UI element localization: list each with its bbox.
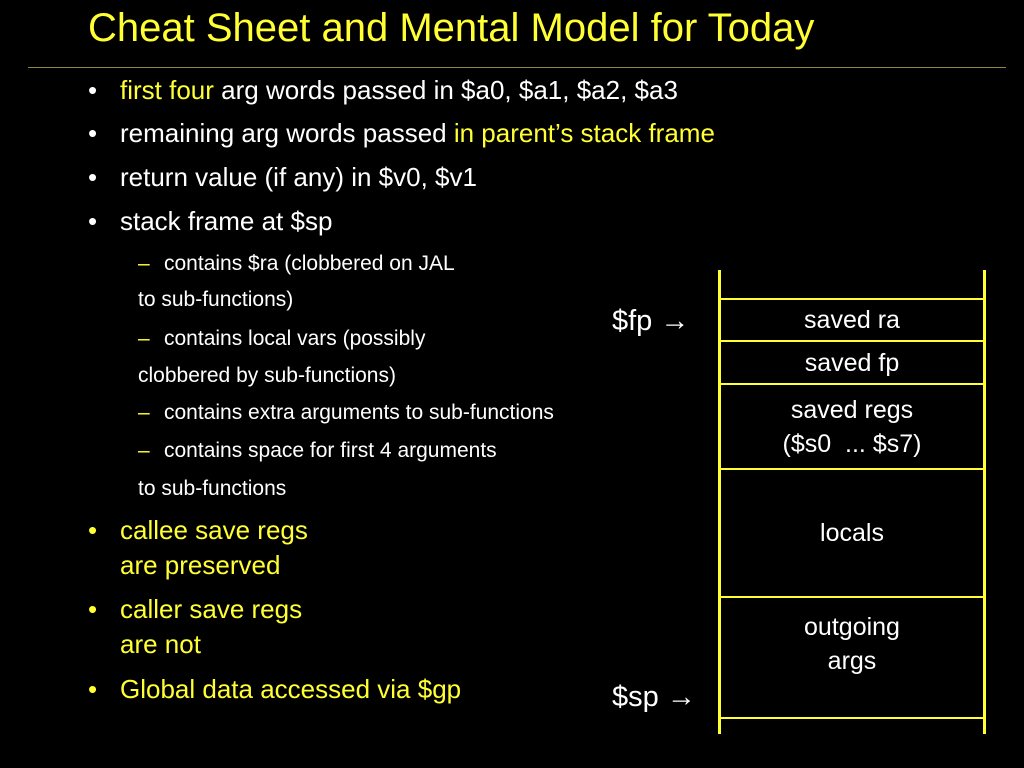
arrow-right-icon: → (666, 681, 696, 713)
fp-pointer (612, 304, 689, 338)
sub-bullet-ra-cont: to sub-functions) (138, 288, 294, 311)
sub-bullet-dash: – (138, 401, 150, 424)
stack-divider (718, 717, 986, 719)
stack-cell-saved-regs (721, 385, 983, 468)
stack-cell-saved-fp (721, 342, 983, 383)
bullet-dot: • (88, 162, 98, 192)
bullet-dot: • (88, 594, 98, 624)
bullet-dot: • (88, 674, 98, 704)
bullet-caller-save-cont: are not (120, 629, 201, 659)
stack-cell-label: saved fp (804, 348, 900, 377)
slide-title: Cheat Sheet and Mental Model for Today (88, 6, 815, 50)
stack-cell-outgoing-args (721, 610, 983, 705)
stack-cell-label: ($s0 ... $s7) (782, 429, 922, 458)
stack-cell-label: saved regs (790, 395, 914, 424)
sub-bullet-dash: – (138, 327, 150, 350)
bullet-text: stack frame at $sp (120, 206, 333, 236)
sub-bullet-text: contains local vars (possibly (164, 327, 426, 350)
sp-label: $sp (612, 681, 659, 713)
sub-bullet-text: contains extra arguments to sub-functions (164, 401, 554, 424)
sub-bullet-locals-cont: clobbered by sub-functions) (138, 364, 396, 387)
sub-bullet-text: contains space for first 4 arguments (164, 439, 497, 462)
bullet-text: remaining arg words passed (120, 118, 454, 148)
bullet-text: arg words passed in $a0, $a1, $a2, $a3 (213, 75, 678, 105)
stack-cell-saved-ra (721, 300, 983, 340)
bullet-text: Global data accessed via $gp (120, 674, 462, 704)
sub-bullet-dash: – (138, 439, 150, 462)
stack-divider (718, 596, 986, 598)
sp-pointer (612, 680, 696, 714)
stack-cell-label: saved ra (804, 306, 900, 334)
stack-cell-label: locals (820, 519, 884, 547)
bullet-highlight: in parent’s stack frame (453, 118, 715, 148)
bullet-highlight: first four (120, 75, 214, 105)
fp-label: $fp (612, 305, 653, 337)
stack-frame-diagram (718, 270, 986, 734)
bullet-dot: • (88, 515, 98, 545)
stack-cell-locals (721, 470, 983, 596)
bullet-dot: • (88, 118, 98, 148)
title-divider (28, 67, 1006, 68)
bullet-text: caller save regs (120, 594, 303, 624)
stack-cell-label: outgoing (804, 613, 900, 641)
bullet-dot: • (88, 206, 98, 236)
stack-cell-label: args (827, 647, 877, 675)
sub-bullet-text: contains $ra (clobbered on JAL (164, 252, 455, 275)
bullet-text: callee save regs (120, 515, 308, 545)
sub-bullet-first-4-args-cont: to sub-functions (138, 477, 287, 500)
bullet-text: return value (if any) in $v0, $v1 (120, 162, 477, 192)
bullet-dot: • (88, 75, 98, 105)
sub-bullet-dash: – (138, 252, 150, 275)
arrow-right-icon: → (660, 305, 690, 337)
bullet-callee-save-cont: are preserved (120, 550, 281, 580)
